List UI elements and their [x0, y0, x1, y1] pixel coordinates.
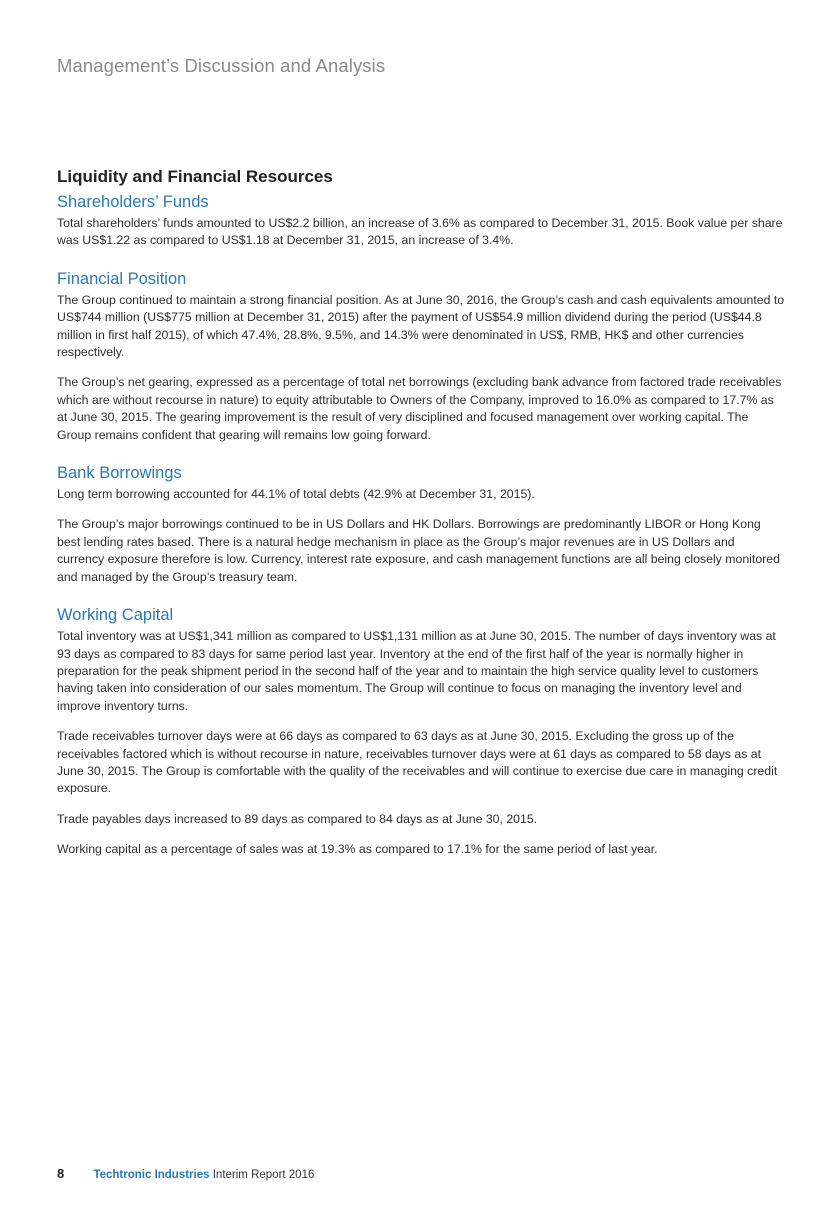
- subsection-heading: Financial Position: [57, 269, 187, 288]
- paragraph: Working capital as a percentage of sales was at 19.3% as compared to 17.1% for the same period of last year.: [57, 842, 658, 857]
- paragraph: Total inventory was at US$1,341 million as compared to US$1,131 million as at June 30, 2015. The number of days inventory was at 93 days as compared to 83 days for same period last year. Inventory at the end of the first half of the year is normally higher in preparation for the peak shipment period in the second half of the year and to maintain the high service quality level to customers having taken into consideration of our sales momentum. The Group will continue to focus on managing the inventory level and improve inventory turns.: [57, 629, 776, 713]
- paragraph: Trade payables days increased to 89 days as compared to 84 days as at June 30, 2015.: [57, 811, 538, 826]
- paragraph: Trade receivables turnover days were at 66 days as compared to 63 days as at June 30, 2015. Excluding the gross up of the receivables factored which is without recourse in nature, receivables turnover days were at 61 days as compared to 58 days as at June 30, 2015. The Group is comfortable with the quality of the receivables and will continue to exercise due care in managing credit exposure.: [57, 729, 778, 796]
- section-title: Liquidity and Financial Resources: [57, 167, 333, 186]
- subsection-heading: Working Capital: [57, 606, 174, 625]
- subsection-financial-position: [57, 268, 785, 444]
- subsection-heading: Shareholders’ Funds: [57, 193, 209, 211]
- subsection-shareholders-funds: [57, 191, 785, 250]
- paragraph: The Group’s major borrowings continued to be in US Dollars and HK Dollars. Borrowings are predominantly LIBOR or Hong Kong best lending rates based. There is a natural hedge mechanism in place as the Group’s major revenues are in US Dollars and currency exposure therefore is low. Currency, interest rate exposure, and cash management functions are all being closely monitored and managed by the Group’s treasury team.: [57, 517, 780, 584]
- subsection-heading: Bank Borrowings: [57, 464, 182, 483]
- page-footer: [57, 1166, 314, 1181]
- running-header-title: Management’s Discussion and Analysis: [57, 55, 386, 76]
- paragraph: The Group continued to maintain a strong financial position. As at June 30, 2016, the Group’s cash and cash equivalents amounted to US$744 million (US$775 million at December 31, 2015) after the payment of US$54.9 million dividend during the period (US$44.8 million in first half 2015), of which 47.4%, 28.8%, 9.5%, and 14.3% were denominated in US$, RMB, HK$ and other currencies respectively.: [57, 292, 785, 360]
- company-name: Techtronic Industries: [93, 1169, 210, 1181]
- subsection-working-capital: [57, 604, 785, 858]
- subsection-bank-borrowings: [57, 462, 785, 586]
- page-number: 8: [57, 1166, 65, 1181]
- paragraph: Long term borrowing accounted for 44.1% of total debts (42.9% at December 31, 2015).: [57, 487, 535, 502]
- report-title: Interim Report 2016: [212, 1169, 315, 1181]
- paragraph: Total shareholders’ funds amounted to US$2.2 billion, an increase of 3.6% as compared to December 31, 2015. Book value per share was US$1.22 as compared to US$1.18 at December 31, 2015, an increase of 3.4%.: [57, 216, 783, 248]
- main-content: [57, 166, 785, 859]
- paragraph: The Group’s net gearing, expressed as a percentage of total net borrowings (excluding bank advance from factored trade receivables which are without recourse in nature) to equity attributable to Owners of the Company, improved to 16.0% as compared to 17.7% as at June 30, 2015. The gearing improvement is the result of very disciplined and focused management over working capital. The Group remains confident that gearing will remains low going forward.: [57, 375, 782, 442]
